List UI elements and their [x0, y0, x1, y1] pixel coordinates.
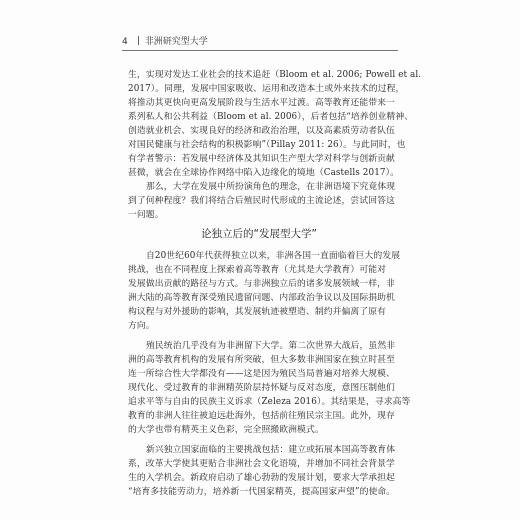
- text-line: 那么，大学在发展中所扮演角色的理念，在非洲语境下究竟体现: [146, 182, 396, 193]
- header-separator: [138, 36, 139, 45]
- text-line: 挑战，也在不同程度上探索着高等教育（尤其是大学教育）可能对: [128, 264, 387, 275]
- text-line: 构议程与对外援助的影响，其发展轨迹被塑造、制约并偏离了原有: [128, 306, 387, 317]
- text-line: 自20世纪60年代获得独立以来，非洲各国一直面临着巨大的发展: [146, 250, 401, 261]
- paragraph-5: [128, 443, 396, 499]
- text-line: “培育多技能劳动力，培养新一代国家精英，提高国家声望”的使命。: [128, 487, 396, 498]
- text-line: 甚微，就会在全球协作网络中陷入边缘化的境地（Castells 2017）。: [128, 168, 399, 179]
- text-line: 发展做出贡献的路径与方式。与非洲独立后的诸多发展领域一样，非: [128, 278, 395, 289]
- text-line: 将推动其更快向更高发展阶段与生活水平过渡。高等教育还能带来一: [128, 98, 395, 109]
- paragraph-1: [128, 68, 422, 180]
- text-line: 追求平等与自由的民族主义诉求（Zeleza 2016）。其结果是，寻求高等: [128, 396, 411, 407]
- text-line: 现代化、受过教育的非洲精英阶层持怀疑与反对态度，意图压制他们: [128, 382, 395, 393]
- text-line: 教育的非洲人往往被迫远赴海外，包括前往殖民宗主国。此外，现存: [128, 411, 395, 422]
- text-line: 新兴独立国家面临的主要挑战包括：建立或拓展本国高等教育体: [146, 445, 396, 456]
- body-text: [128, 68, 422, 499]
- running-header: [122, 34, 208, 47]
- text-line: 有学者警示：若发展中经济体及其知识生产型大学对科学与创新贡献: [128, 154, 395, 165]
- text-line: 洲大陆的高等教育深受殖民遗留问题、内部政治争议以及国际捐助机: [128, 292, 395, 303]
- text-line: 殖民统治几乎没有为非洲留下大学。第二次世界大战后，虽然非: [146, 340, 396, 351]
- paragraph-3: [128, 249, 401, 333]
- text-line: 一问题。: [128, 210, 164, 221]
- text-line: 系列私人和公共利益（Bloom et al. 2006），后者包括“培养创业精神、: [128, 112, 414, 123]
- text-line: 的大学也带有精英主义色彩，完全照搬欧洲模式。: [128, 425, 324, 436]
- text-line: 连一所综合性大学都没有——这是因为殖民当局普遍对培养大规模、: [128, 368, 395, 379]
- running-title: 非洲研究型大学: [144, 37, 208, 47]
- text-line: 系，改革大学使其更贴合非洲社会文化语境，并增加不同社会背景学: [128, 459, 395, 470]
- text-line: 生，实现对发达工业社会的技术追赶（Bloom et al. 2006; Powell et al.: [128, 70, 422, 80]
- text-line: 方向。: [128, 320, 155, 331]
- section-heading: 论独立后的“发展型大学”: [201, 227, 317, 240]
- text-line: 洲的高等教育机构的发展有所突破，但大多数非洲国家在独立时甚至: [128, 354, 395, 365]
- text-line: 对国民健康与社会结构的积极影响”（Pillay 2011: 26）。与此同时，也: [128, 140, 406, 151]
- text-line: 2017）。同理，发展中国家吸收、运用和改造本土或外来技术的过程，: [128, 84, 405, 95]
- text-line: 创造就业机会、实现良好的经济和政治治理，以及高素质劳动者队伍: [128, 126, 395, 137]
- paragraph-2: [128, 180, 396, 222]
- text-line: 到了何种程度？我们将结合后殖民时代形成的主流论述，尝试回答这: [128, 196, 395, 207]
- header-rule: [122, 50, 398, 51]
- text-line: 生的入学机会。新政府启动了雄心勃勃的发展计划，要求大学承担起: [128, 473, 395, 484]
- page-number: 4: [122, 37, 128, 47]
- paragraph-4: [128, 339, 411, 437]
